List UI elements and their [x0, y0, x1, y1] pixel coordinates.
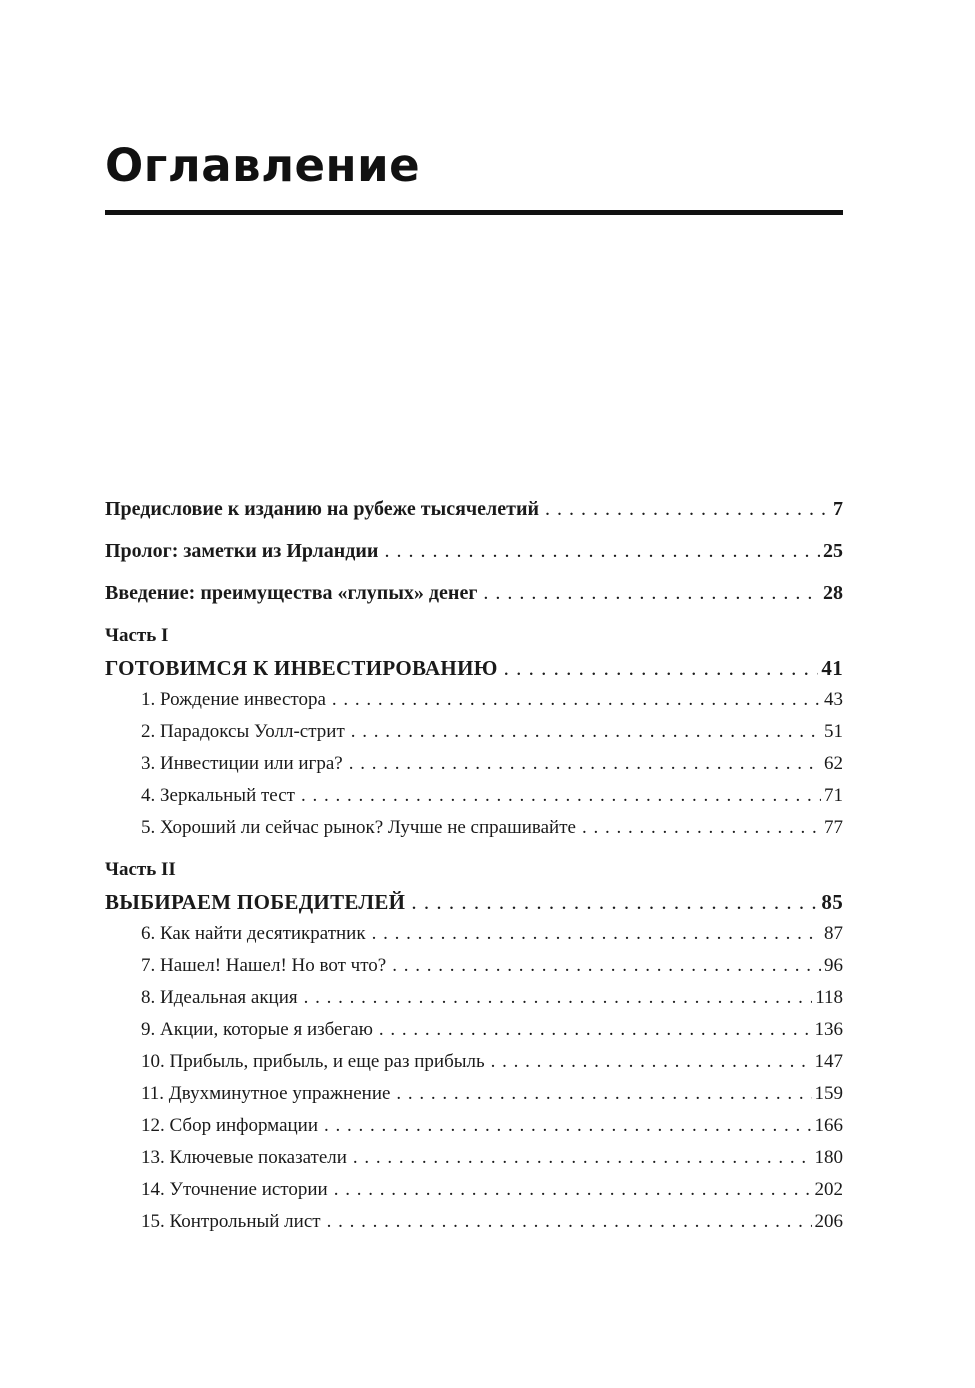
- part-page: 85: [821, 890, 843, 914]
- dot-leader: [582, 816, 821, 839]
- chapter-title: 4. Зеркальный тест: [141, 785, 295, 806]
- chapter-title: 13. Ключевые показатели: [141, 1147, 347, 1168]
- dot-leader: [301, 784, 821, 807]
- chapter-entry: [105, 816, 843, 839]
- chapter-page: 71: [824, 785, 843, 806]
- chapter-list: [105, 688, 843, 839]
- chapter-entry: [105, 784, 843, 807]
- dot-leader: [372, 922, 821, 945]
- chapter-page: 206: [814, 1211, 843, 1232]
- part-page: 41: [821, 656, 843, 680]
- chapter-title: 6. Как найти десятикратник: [141, 923, 366, 944]
- chapter-title: 11. Двухминутное упражнение: [141, 1083, 391, 1104]
- chapter-entry: [105, 986, 843, 1009]
- chapter-entry: [105, 1178, 843, 1201]
- toc-entry-title: Предисловие к изданию на рубеже тысячелетий: [105, 498, 540, 520]
- chapter-entry: [105, 752, 843, 775]
- toc-entry-page: 25: [823, 540, 843, 562]
- chapter-entry: [105, 688, 843, 711]
- dot-leader: [491, 1050, 812, 1073]
- chapter-entry: [105, 1018, 843, 1041]
- chapter-title: 9. Акции, которые я избегаю: [141, 1019, 373, 1040]
- chapter-page: 87: [824, 923, 843, 944]
- toc-entry-prologue: [105, 540, 843, 563]
- chapter-page: 202: [814, 1179, 843, 1200]
- dot-leader: [379, 1018, 812, 1041]
- chapter-entry: [105, 954, 843, 977]
- chapter-page: 77: [824, 817, 843, 838]
- chapter-entry: [105, 1210, 843, 1233]
- chapter-entry: [105, 720, 843, 743]
- chapter-entry: [105, 1082, 843, 1105]
- page-title: Оглавление: [105, 139, 421, 192]
- chapter-title: 15. Контрольный лист: [141, 1211, 321, 1232]
- part-label: Часть I: [105, 625, 169, 646]
- dot-leader: [545, 498, 830, 521]
- dot-leader: [324, 1114, 811, 1137]
- dot-leader: [327, 1210, 812, 1233]
- chapter-page: 136: [814, 1019, 843, 1040]
- toc-entry-title: Пролог: заметки из Ирландии: [105, 540, 379, 562]
- chapter-page: 96: [824, 955, 843, 976]
- part-section-1: [105, 625, 843, 839]
- chapter-list: [105, 922, 843, 1233]
- chapter-entry: [105, 1146, 843, 1169]
- dot-leader: [334, 1178, 812, 1201]
- dot-leader: [411, 890, 818, 914]
- chapter-page: 62: [824, 753, 843, 774]
- chapter-title: 14. Уточнение истории: [141, 1179, 328, 1200]
- chapter-page: 159: [814, 1083, 843, 1104]
- dot-leader: [384, 540, 820, 563]
- dot-leader: [483, 582, 820, 605]
- part-title-row: [105, 890, 843, 914]
- chapter-title: 1. Рождение инвестора: [141, 689, 326, 710]
- dot-leader: [504, 656, 819, 680]
- dot-leader: [304, 986, 813, 1009]
- toc-entry-title: Введение: преимущества «глупых» денег: [105, 582, 478, 604]
- chapter-title: 2. Парадоксы Уолл-стрит: [141, 721, 345, 742]
- title-rule: [105, 210, 843, 215]
- dot-leader: [353, 1146, 812, 1169]
- part-title: ВЫБИРАЕМ ПОБЕДИТЕЛЕЙ: [105, 890, 406, 914]
- chapter-page: 51: [824, 721, 843, 742]
- part-section-2: [105, 859, 843, 1233]
- chapter-entry: [105, 1114, 843, 1137]
- dot-leader: [332, 688, 821, 711]
- chapter-title: 5. Хороший ли сейчас рынок? Лучше не спрашивайте: [141, 817, 576, 838]
- toc-list: [105, 498, 843, 1233]
- chapter-page: 118: [815, 987, 843, 1008]
- dot-leader: [392, 954, 821, 977]
- toc-entry-page: 28: [823, 582, 843, 604]
- toc-entry-introduction: [105, 582, 843, 605]
- chapter-entry: [105, 922, 843, 945]
- part-label: Часть II: [105, 859, 176, 880]
- toc-entry-page: 7: [833, 498, 843, 520]
- dot-leader: [351, 720, 821, 743]
- chapter-title: 7. Нашел! Нашел! Но вот что?: [141, 955, 387, 976]
- chapter-title: 3. Инвестиции или игра?: [141, 753, 343, 774]
- chapter-page: 166: [814, 1115, 843, 1136]
- chapter-title: 12. Сбор информации: [141, 1115, 319, 1136]
- chapter-title: 10. Прибыль, прибыль, и еще раз прибыль: [141, 1051, 485, 1072]
- chapter-entry: [105, 1050, 843, 1073]
- dot-leader: [396, 1082, 811, 1105]
- chapter-title: 8. Идеальная акция: [141, 987, 298, 1008]
- chapter-page: 43: [824, 689, 843, 710]
- toc-entry-preface: [105, 498, 843, 521]
- chapter-page: 147: [814, 1051, 843, 1072]
- part-title-row: [105, 656, 843, 680]
- dot-leader: [349, 752, 821, 775]
- chapter-page: 180: [814, 1147, 843, 1168]
- part-title: ГОТОВИМСЯ К ИНВЕСТИРОВАНИЮ: [105, 656, 498, 680]
